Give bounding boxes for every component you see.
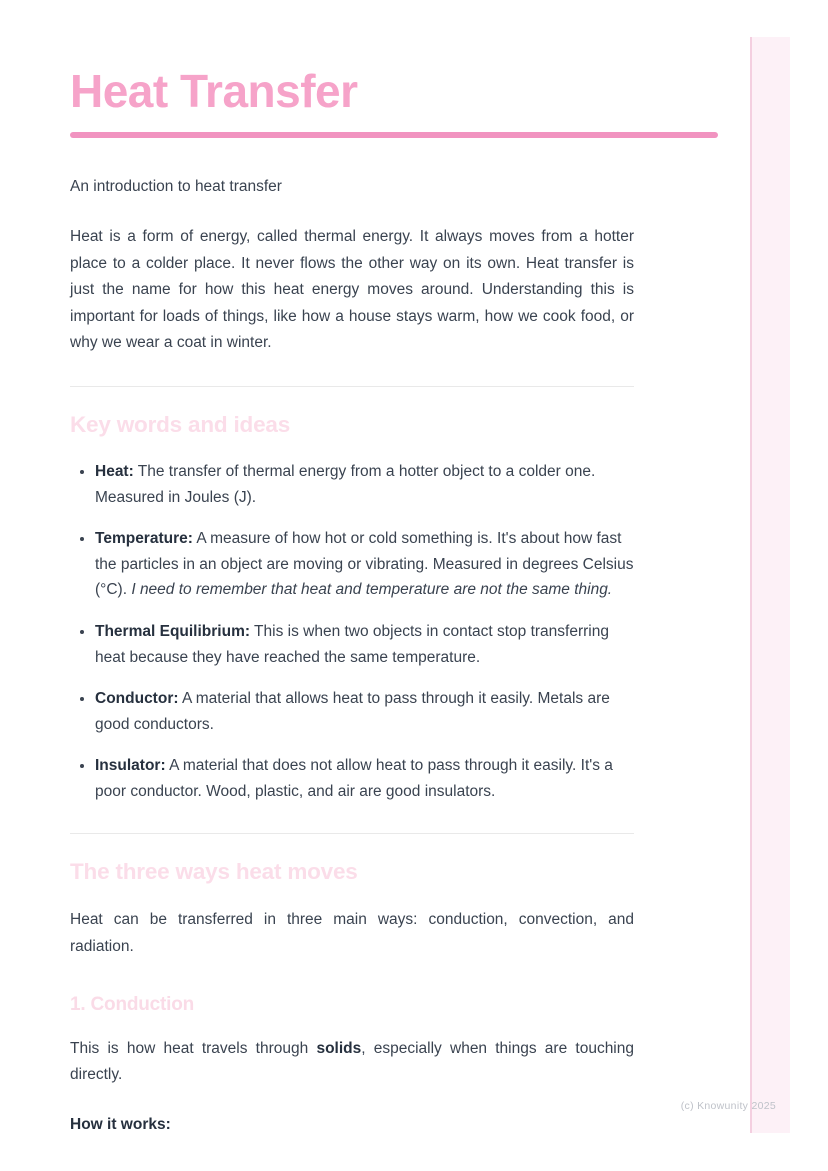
section-divider (70, 833, 634, 834)
term-label: Conductor: (95, 690, 179, 708)
term-label: Insulator: (95, 757, 166, 775)
term-definition: This is when two objects in contact stop transferring heat because they have reached the same temperature. (95, 622, 609, 666)
three-ways-paragraph: Heat can be transferred in three main ways: conduction, convection, and radiation. (70, 911, 634, 955)
title-underline (70, 132, 718, 138)
list-item-thermal-equilibrium (95, 619, 634, 670)
term-label: Thermal Equilibrium: (95, 622, 251, 640)
conduction-text: This is how heat travels through (70, 1039, 317, 1057)
term-label: Heat: (95, 463, 134, 481)
term-definition: A material that does not allow heat to pass through it easily. It's a poor conductor. Wood, plastic, and air are good insulators. (95, 757, 613, 800)
list-item-insulator (95, 753, 634, 804)
document-subtitle: An introduction to heat transfer (70, 177, 282, 195)
list-item-heat (95, 459, 634, 510)
list-item-temperature (95, 526, 634, 603)
section-heading-three-ways: The three ways heat moves (70, 859, 358, 885)
keyword-list (70, 459, 634, 804)
section-heading-keywords: Key words and ideas (70, 412, 291, 438)
conduction-bold-word: solids (316, 1039, 362, 1057)
list-item-conductor (95, 686, 634, 737)
subsection-heading-conduction: 1. Conduction (70, 993, 195, 1015)
document-content (70, 0, 634, 1134)
term-definition: A measure of how hot or cold something is. It's about how fast the particles in an object are moving or vibrating. Measured in degrees Celsius (°C). (95, 530, 634, 599)
term-definition: A material that allows heat to pass through it easily. Metals are good conductors. (95, 690, 610, 733)
term-note: I need to remember that heat and temperature are not the same thing. (131, 581, 613, 599)
term-definition: The transfer of thermal energy from a hotter object to a colder one. Measured in Joules (J). (95, 463, 596, 506)
watermark: (c) Knowunity 2025 (680, 1100, 776, 1112)
intro-paragraph: Heat is a form of energy, called thermal energy. It always moves from a hotter place to a colder place. It never flows the other way on its own. Heat transfer is just the name for how this heat energy moves around. Understanding this is important for loads of things, like how a house stays warm, how we cook food, or why we wear a coat in winter. (70, 227, 634, 352)
conduction-paragraph (70, 1036, 634, 1089)
page-title: Heat Transfer (70, 65, 358, 117)
conduction-text: , especially when things are touching directly. (70, 1039, 634, 1084)
term-label: Temperature: (95, 530, 193, 548)
section-divider (70, 386, 634, 387)
how-it-works-label: How it works: (70, 1115, 171, 1133)
page-edge-decoration (750, 37, 790, 1133)
